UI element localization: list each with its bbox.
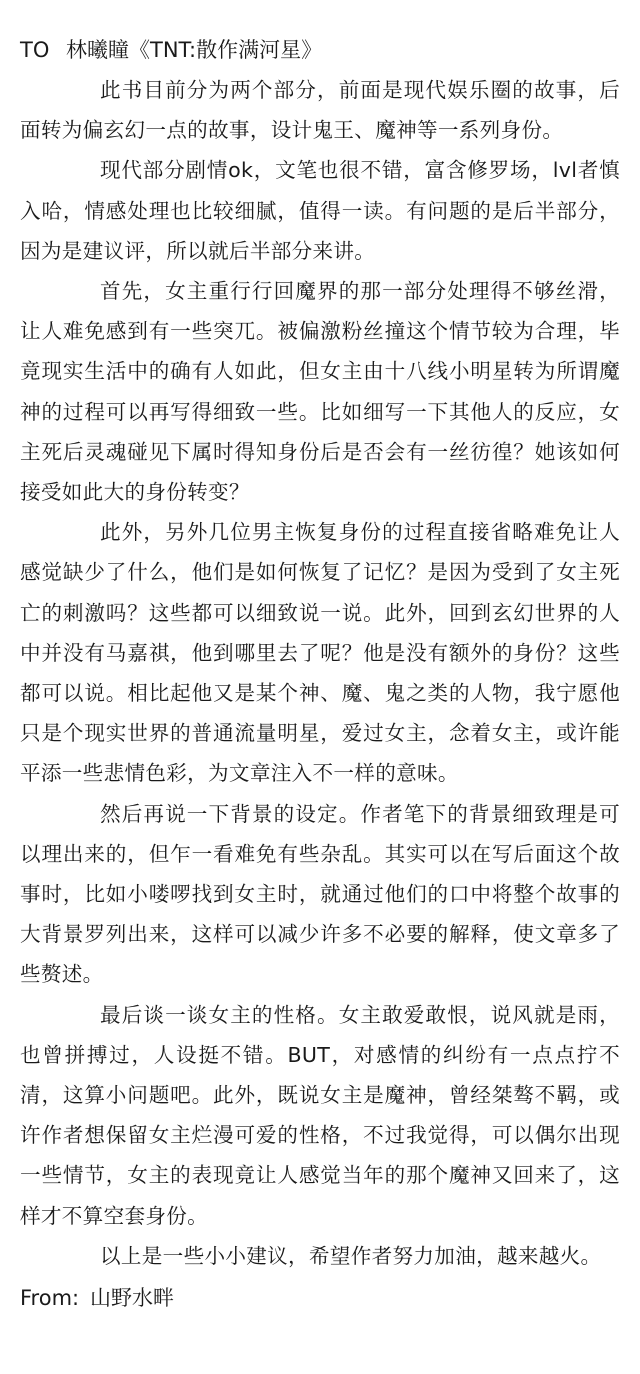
paragraph-first-point: 首先，女主重行行回魔界的那一部分处理得不够丝滑，让人难免感到有一些突兀。被偏激粉丝撞这个情节较为合理，毕竟现实生活中的确有人如此，但女主由十八线小明星转为所谓魔神的过程可以再写得细致一些。比如细写一下其他人的反应，女主死后灵魂碰见下属时得知身份后是否会有一丝彷徨？她该如何接受如此大的身份转变？: [20, 279, 620, 505]
from-label: From:: [20, 1286, 80, 1311]
sender-name: 山野水畔: [90, 1286, 174, 1311]
paragraph-background-setting: 然后再说一下背景的设定。作者笔下的背景细致理是可以理出来的，但乍一看难免有些杂乱。其实可以在写后面这个故事时，比如小喽啰找到女主时，就通过他们的口中将整个故事的大背景罗列出来，这样可以减少许多不必要的解释，使文章多了些赘述。: [20, 801, 620, 987]
paragraph-conclusion: 以上是一些小小建议，希望作者努力加油，越来越火。: [100, 1243, 602, 1268]
paragraph-modern-part: 现代部分剧情ok，文笔也很不错，富含修罗场，lvl者慎入哈，情感处理也比较细腻，值得一读。有问题的是后半部分，因为是建议评，所以就后半部分来讲。: [20, 158, 620, 263]
paragraph-heroine-character: 最后谈一谈女主的性格。女主敢爱敢恨，说风就是雨，也曾拼搏过，人设挺不错。BUT，对感情的纠纷有一点点拧不清，这算小问题吧。此外，既说女主是魔神，曾经桀骜不羁，或许作者想保留女主烂漫可爱的性格，不过我觉得，可以偶尔出现一些情节，女主的表现竟让人感觉当年的那个魔神又回来了，这样才不算空套身份。: [20, 1002, 620, 1228]
paragraph-intro: 此书目前分为两个部分，前面是现代娱乐圈的故事，后面转为偏玄幻一点的故事，设计鬼王、魔神等一系列身份。: [20, 78, 620, 143]
review-letter: [20, 30, 620, 1318]
to-label: TO: [20, 38, 50, 62]
letter-signature: [20, 1278, 620, 1318]
letter-heading: [20, 30, 620, 70]
recipient-title: 林曦瞳《TNT:散作满河星》: [66, 38, 323, 62]
paragraph-male-leads: 此外，另外几位男主恢复身份的过程直接省略难免让人感觉缺少了什么，他们是如何恢复了记忆？是因为受到了女主死亡的刺激吗？这些都可以细致说一说。此外，回到玄幻世界的人中并没有马嘉祺，他到哪里去了呢？他是没有额外的身份？这些都可以说。相比起他又是某个神、魔、鬼之类的人物，我宁愿他只是个现实世界的普通流量明星，爱过女主，念着女主，或许能平添一些悲情色彩，为文章注入不一样的意味。: [20, 520, 620, 786]
